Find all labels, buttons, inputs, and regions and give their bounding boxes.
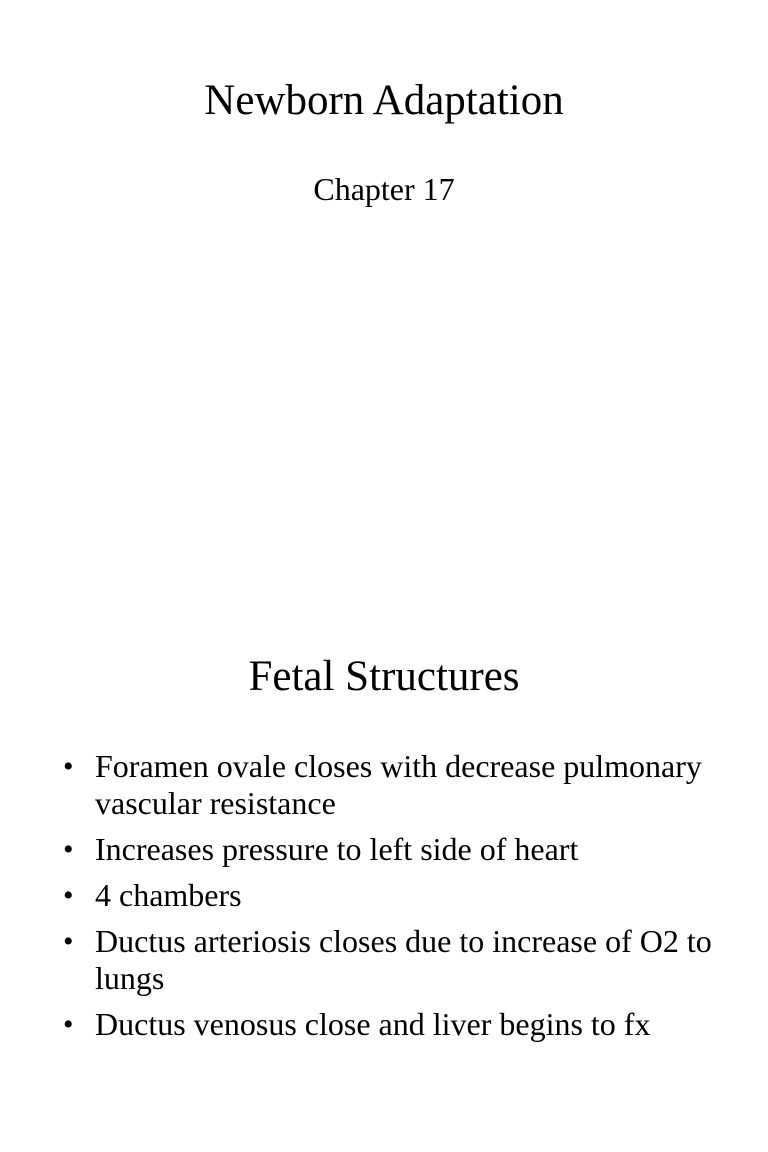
bullet-icon: • [63,879,74,912]
slide-title: Fetal Structures [248,653,520,700]
bullet-icon: • [63,925,74,958]
bullet-item [60,831,760,868]
bullet-item [60,748,760,822]
bullet-text: Ductus arteriosis closes due to increase of O2 to lungs [95,923,712,996]
content-slide [0,576,768,1152]
bullet-list [60,748,760,1052]
slide-title: Newborn Adaptation [204,77,564,124]
slide-subtitle: Chapter 17 [313,171,455,207]
bullet-item [60,877,760,914]
bullet-icon: • [63,1008,74,1041]
bullet-icon: • [63,750,74,783]
bullet-text: Ductus venosus close and liver begins to fx [95,1006,651,1042]
bullet-icon: • [63,833,74,866]
bullet-text: 4 chambers [95,877,242,913]
bullet-text: Increases pressure to left side of heart [95,831,579,867]
bullet-text: Foramen ovale closes with decrease pulmonary vascular resistance [95,748,702,821]
bullet-item [60,923,760,997]
bullet-item [60,1006,760,1043]
